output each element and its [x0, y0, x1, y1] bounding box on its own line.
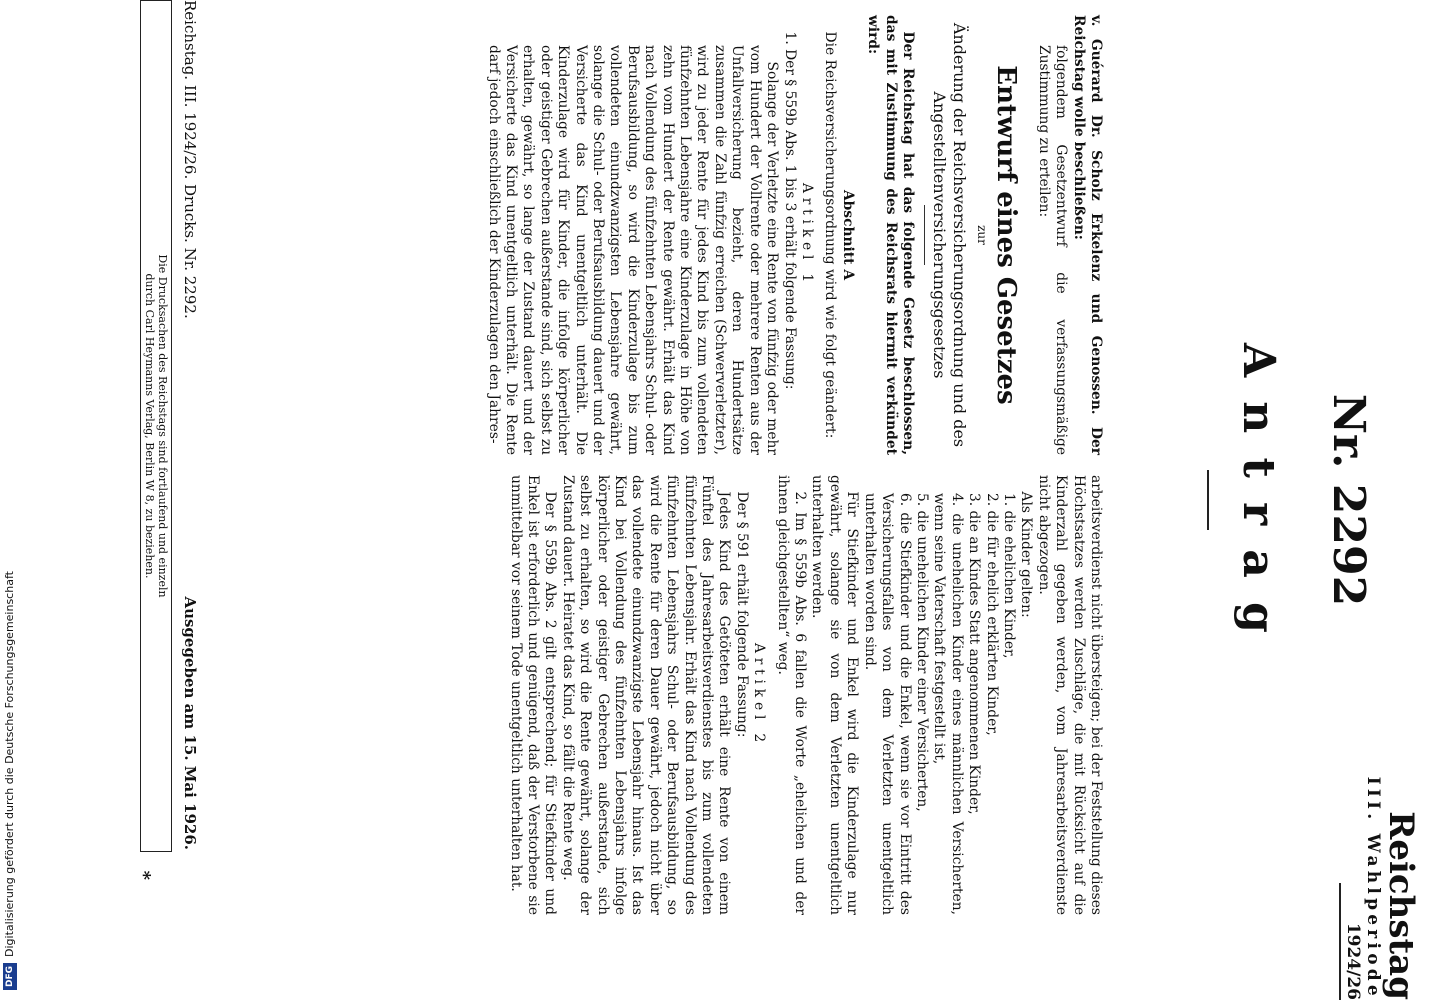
title-rule	[924, 205, 925, 265]
document-number: Nr. 2292	[1323, 393, 1374, 607]
wahlperiode: III. Wahlperiode	[1363, 776, 1383, 1000]
stiefkinder-text: Für Stiefkinder und Enkel wird die Kinderzulage nur gewährt, solange sie von dem Verletzten unentgeltlich unterhalten werden.	[809, 475, 861, 915]
list-item: 4. die unehelichen Kinder eines männlichen Versicherten, wenn seine Vaterschaft festgestellt ist,	[931, 493, 965, 915]
artikel-1: Artikel 1	[798, 182, 815, 288]
artikel-2: Artikel 2	[751, 642, 768, 748]
publisher-note-line-1: Die Drucksachen des Reichstags sind fortlaufend und einzeln	[156, 254, 169, 598]
list-item: 2. die für ehelich erklärten Kinder,	[983, 493, 1000, 736]
abschnitt-a: Abschnitt A	[839, 189, 856, 281]
publisher-note-line-2: durch Carl Heymanns Verlag, Berlin W 8, zu beziehen.	[143, 273, 156, 579]
entwurf-title: Entwurf eines Gesetzes	[991, 65, 1022, 405]
dfg-logo-icon: DFG	[3, 963, 17, 990]
issued-date: Ausgegeben am 15. Mai 1926.	[181, 596, 199, 850]
preamble: Der Reichstag hat das folgende Gesetz beschlossen, das mit Zustimmung des Reichsrats hiermit verkündet wird:	[865, 15, 916, 455]
drucksache-ref: Reichstag. III. 1924/26. Drucks. Nr. 2292.	[181, 0, 199, 319]
list-item: 1. die ehelichen Kinder,	[1000, 493, 1017, 659]
document-page: Reichstag III. Wahlperiode 1924/26 Nr. 2292 Antrag v. Guérard Dr. Scholz Erkelenz und Genossen. Der Reichstag wolle beschließen: folgendem Gesetzentwurf die verfassungsmäßige Zustimmung zu erteilen: Entwurf eines Gesetzes zur Änderung der Reichsversicherungsordnung und des Angestelltenversicherungsgesetzes Der Reichstag hat das folgende Gesetz beschlossen, das mit Zustimmung des Reichsrats hiermit verkündet wird: Abschnitt A Die Reichsversicherungsordnung wird wie folgt geändert: Artikel 1 1. Der § 559b Abs. 1 bis 3 erhält folgende Fassung: Solange der Verletzte eine Rente von fünfzig oder mehr vom Hundert der Vollrente oder mehrere Renten aus der Unfallversicherung bezieht, deren Hundertsätze zusammen die Zahl fünfzig erreichen (Schwerverletzter), wird zu jeder Rente für jedes Kind bis zum vollendeten fünfzehnten Lebensjahre eine Kinderzulage in Höhe von zehn vom Hundert der Rente gewährt. Erhält das Kind nach Vollendung des fünfzehnten Lebensjahrs Schul- oder Berufsausbildung, so wird die Kinderzulage bis zum vollendeten einundzwanzigsten Lebensjahre gewährt, solange die Schul- oder Berufsausbildung dauert und der Versicherte das Kind unentgeltlich unterhält. Die Kinderzulage wird für Kinder, die infolge körperlicher oder geistiger Gebrechen außerstande sind, sich selbst zu erhalten, gewährt, so lange der Zustand dauert und der Versicherte das Kind unentgeltlich unterhält. Die Rente darf jedoch einschließlich der Kinderzulagen den Jahres- arbeitsverdienst nicht übersteigen; bei der Feststellung dieses Höchstsatzes werden Zuschläge, die mit Rücksicht auf die Kinderzahl gegeben werden, vom Jahresarbeitsverdienste nicht abgezogen. Als Kinder gelten: 1. die ehelichen Kinder, 2. die für ehelich erklärten Kinder, 3. die an Kindes Statt angenommenen Kinder, 4. die unehelichen Kinder eines männlichen Versicherten, wenn seine Vaterschaft festgestellt ist, 5. die unehelichen Kinder einer Versicherten, 6. die Stiefkinder und die Enkel, wenn sie vor Eintritt des Versicherungsfalles von dem Verletzten unentgeltlich unterhalten worden sind. Für Stiefkinder und Enkel wird die Kinderzulage nur gewährt, solange sie von dem Verletzten unentgeltlich unterhalten werden. 2. Im § 559b Abs. 6 fallen die Worte „ehelichen und der ihnen gleichgestellten“ weg. Artikel 2 Der § 591 erhält folgende Fassung: Jedes Kind des Getöteten erhält eine Rente von einem Fünftel des Jahresarbeitsverdienstes bis zum vollendeten fünfzehnten Lebensjahr. Erhält das Kind nach Vollendung des fünfzehnten Lebensjahrs Schul- oder Berufsausbildung, so wird die Rente für deren Dauer gewährt, jedoch nicht über das vollendete einundzwanzigste Lebensjahr hinaus. Ist das Kind bei Vollendung des fünfzehnten Lebensjahrs infolge körperlicher oder geistiger Gebrechen außerstande, sich selbst zu erhalten, so wird die Rente gewährt, solange der Zustand dauert. Heiratet das Kind, so fällt die Rente weg. Der § 559b Abs. 2 gilt entsprechend; für Stiefkinder und Enkel ist erforderlich und genügend, daß der Verstorbene sie unmittelbar vor seinem Tode unentgeltlich unterhalten hat. Reichstag. III. 1924/26. Drucks. Nr. 2292. Ausgegeben am 15. Mai 1926. Die Drucksachen des Reichstags sind fortlaufend und einzeln durch Carl Heymanns Verlag, Berlin W 8, zu beziehen. *	[133, 0, 1421, 1000]
document-type: Antrag	[1233, 342, 1284, 658]
dfg-text: Digitalisierung gefördert durch die Deutsche Forschungsgemeinschaft	[3, 571, 16, 957]
list-item: 5. die unehelichen Kinder einer Versicherten,	[913, 493, 930, 812]
artikel-1-item: 1. Der § 559b Abs. 1 bis 3 erhält folgende Fassung:	[781, 31, 798, 390]
reichstag-title: Reichstag	[1381, 811, 1421, 1000]
publisher-note	[140, 0, 172, 852]
children-intro: Als Kinder gelten:	[1018, 491, 1035, 618]
left-column	[484, 15, 1104, 455]
artikel-2-text: Jedes Kind des Getöteten erhält eine Rente von einem Fünftel des Jahresarbeitsverdienstes bis zum vollendeten fünfzehnten Lebensjahr. Erhält das Kind nach Vollendung des fünfzehnten Lebensjahrs Schul- oder Berufsausbildung, so wird die Rente für deren Dauer gewährt, jedoch nicht über das vollendete einundzwanzigste Lebensjahr hinaus. Ist das Kind bei Vollendung des fünfzehnten Lebensjahrs infolge körperlicher oder geistiger Gebrechen außerstande, sich selbst zu erhalten, so wird die Rente gewährt, solange der Zustand dauert. Heiratet das Kind, so fällt die Rente weg.	[559, 475, 733, 915]
zur: zur	[975, 225, 990, 245]
right-column	[506, 475, 1104, 915]
artikel-2-text-2: Der § 559b Abs. 2 gilt entsprechend; für Stiefkinder und Enkel ist erforderlich und genügend, daß der Verstorbene sie unmittelbar vor seinem Tode unentgeltlich unterhalten hat.	[507, 475, 559, 915]
law-subject: Änderung der Reichsversicherungsordnung und des Angestelltenversicherungsgesetzes	[929, 22, 969, 448]
list-item: 6. die Stiefkinder und die Enkel, wenn sie vor Eintritt des Versicherungsfalles von dem Verletzten unentgeltlich unterhalten worden sind.	[861, 493, 913, 915]
artikel-1-text: Solange der Verletzte eine Rente von fünfzig oder mehr vom Hundert der Vollrente oder mehrere Renten aus der Unfallversicherung bezieht, deren Hundertsätze zusammen die Zahl fünfzig erreichen (Schwerverletzter), wird zu jeder Rente für jedes Kind bis zum vollendeten fünfzehnten Lebensjahre eine Kinderzulage in Höhe von zehn vom Hundert der Rente gewährt. Erhält das Kind nach Vollendung des fünfzehnten Lebensjahrs Schul- oder Berufsausbildung, so wird die Kinderzulage bis zum vollendeten einundzwanzigsten Lebensjahre gewährt, solange die Schul- oder Berufsausbildung dauert und der Versicherte das Kind unentgeltlich unterhält. Die Kinderzulage wird für Kinder, die infolge körperlicher oder geistiger Gebrechen außerstande sind, sich selbst zu erhalten, gewährt, so lange der Zustand dauert und der Versicherte das Kind unentgeltlich unterhält. Die Rente darf jedoch einschließlich der Kinderzulagen den Jahres-	[485, 45, 781, 455]
list-item: 3. die an Kindes Statt angenommenen Kinder,	[966, 493, 983, 815]
children-list	[860, 493, 1017, 915]
dfg-note	[0, 571, 20, 990]
artikel-2-intro: Der § 591 erhält folgende Fassung:	[733, 491, 750, 738]
period: 1924/26	[1339, 883, 1363, 1000]
consent: folgendem Gesetzentwurf die verfassungsmäßige Zustimmung zu erteilen:	[1035, 45, 1070, 455]
continuation: arbeitsverdienst nicht übersteigen; bei der Feststellung dieses Höchstsatzes werden Zuschläge, die mit Rücksicht auf die Kinderzahl gegeben werden, vom Jahresarbeitsverdienste nicht abgezogen.	[1035, 475, 1104, 915]
item-2: 2. Im § 559b Abs. 6 fallen die Worte „ehelichen und der ihnen gleichgestellten“ weg.	[774, 475, 809, 915]
abschnitt-intro: Die Reichsversicherungsordnung wird wie folgt geändert:	[822, 31, 839, 439]
header-rule	[1207, 470, 1209, 530]
petitioners: v. Guérard Dr. Scholz Erkelenz und Genossen. Der Reichstag wolle beschließen:	[1070, 15, 1104, 455]
